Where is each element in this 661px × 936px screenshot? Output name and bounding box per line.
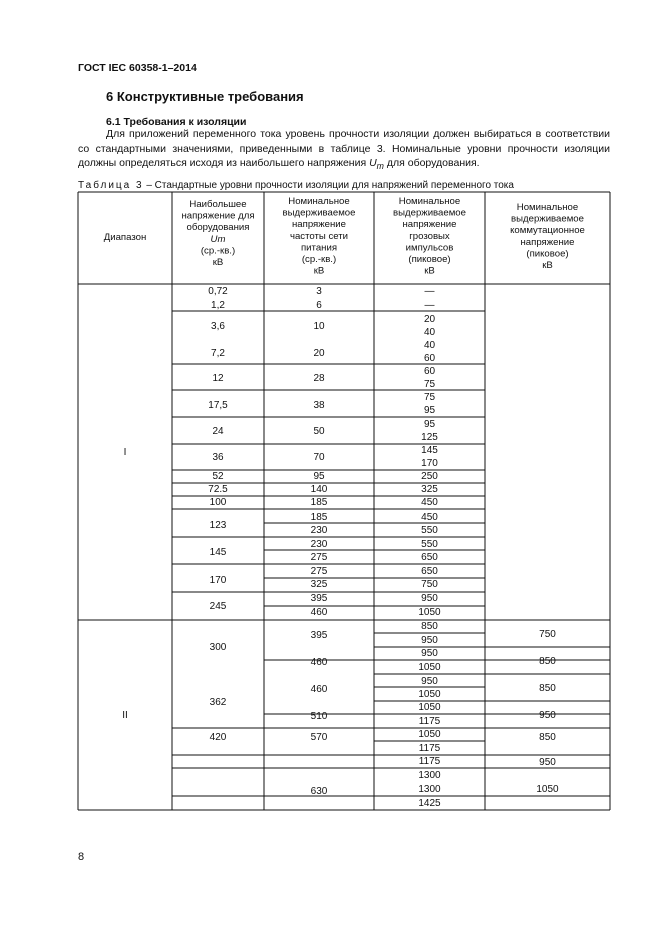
pf-value: 70 xyxy=(313,452,325,463)
um-value: 145 xyxy=(209,547,227,558)
um-value: 0,72 xyxy=(208,286,228,297)
pf-value: 460 xyxy=(310,607,328,618)
li-value: 1050 xyxy=(418,702,441,713)
um-value: 300 xyxy=(209,642,227,653)
um-value: 17,5 xyxy=(208,400,228,411)
si-value: 950 xyxy=(539,757,556,768)
li-value: 1050 xyxy=(418,729,441,740)
header-col4-line: Номинальное xyxy=(398,196,461,207)
um-value: 52 xyxy=(212,471,224,482)
pf-value: 3 xyxy=(316,286,322,297)
caption-lead: Таблица 3 xyxy=(78,180,144,191)
li-value: 1175 xyxy=(418,743,441,754)
pf-value: 185 xyxy=(310,497,328,508)
pf-value: 275 xyxy=(310,566,328,577)
um-value: 7,2 xyxy=(211,348,225,359)
section-title: 6 Конструктивные требования xyxy=(106,89,304,104)
li-value: 950 xyxy=(421,648,438,659)
header-col5-line: Номинальное xyxy=(516,202,579,213)
si-value: 950 xyxy=(539,710,556,721)
li-value: 950 xyxy=(421,635,438,646)
li-value: 95 xyxy=(423,419,436,430)
li-value: 1050 xyxy=(418,662,441,673)
um-value: 362 xyxy=(209,697,227,708)
header-col2-line: (ср.-кв.) xyxy=(200,245,236,257)
li-value: 170 xyxy=(421,458,438,469)
header-col5-line: кВ xyxy=(542,260,553,271)
pf-value: 20 xyxy=(313,348,325,359)
document-id: ГОСТ IEC 60358-1–2014 xyxy=(78,62,197,74)
si-value: 850 xyxy=(539,656,556,667)
pf-value: 275 xyxy=(310,552,328,563)
li-value: 40 xyxy=(423,327,436,338)
si-value: 1050 xyxy=(536,784,559,795)
pf-value: 630 xyxy=(310,786,328,797)
li-value: 950 xyxy=(421,676,438,687)
header-col5-line: напряжение xyxy=(520,236,575,248)
header-col3-line: (ср.-кв.) xyxy=(301,254,337,265)
li-value: — xyxy=(424,286,435,297)
pf-value: 395 xyxy=(310,630,328,641)
um-symbol: U xyxy=(369,157,377,169)
li-value: 650 xyxy=(421,552,438,563)
li-value: 95 xyxy=(423,405,436,416)
header-col3-line: напряжение xyxy=(292,219,346,231)
li-value: 40 xyxy=(423,340,436,351)
li-value: 550 xyxy=(421,539,438,550)
pf-value: 6 xyxy=(316,300,322,311)
pf-value: 140 xyxy=(310,484,328,495)
header-col1-line: Диапазон xyxy=(103,232,147,243)
pf-value: 230 xyxy=(310,525,328,536)
li-value: 1050 xyxy=(418,689,441,700)
um-value: 12 xyxy=(212,373,224,384)
header-col4-line: напряжение xyxy=(402,219,457,231)
paragraph-text: Для приложений переменного тока уровень прочности изоляции должен выбираться в соответствии со стандартными значениями, приведенными в таблице 3. Номинальные уровни прочности изоляции должны определяться исходя из наибольшего напряжения xyxy=(78,128,610,169)
um-value: 24 xyxy=(212,426,224,437)
header-col2-line: оборудования xyxy=(186,222,250,234)
caption-text: – Стандартные уровни прочности изоляции для напряжений переменного тока xyxy=(143,180,514,191)
pf-value: 10 xyxy=(313,321,325,332)
range-label-II: II xyxy=(122,710,128,721)
um-value: 245 xyxy=(209,601,227,612)
pf-value: 38 xyxy=(313,400,325,411)
header-col3-line: питания xyxy=(300,242,338,254)
li-value: 60 xyxy=(423,366,436,377)
range-label-I: I xyxy=(123,447,127,458)
li-value: 450 xyxy=(421,497,438,508)
pf-value: 460 xyxy=(310,657,328,668)
pf-value: 230 xyxy=(310,539,328,550)
li-value: 550 xyxy=(421,525,438,536)
li-value: 450 xyxy=(421,512,438,523)
li-value: 750 xyxy=(421,579,438,590)
li-value: 1175 xyxy=(418,756,441,767)
li-value: 950 xyxy=(421,593,438,604)
li-value: 75 xyxy=(423,379,436,390)
header-col4-line: грозовых xyxy=(409,230,450,242)
um-value: 72.5 xyxy=(208,484,228,495)
li-value: 75 xyxy=(423,392,436,403)
header-col4-line: выдерживаемое xyxy=(393,207,466,219)
li-value: 125 xyxy=(421,432,438,443)
pf-value: 325 xyxy=(310,579,328,590)
header-col5-line: (пиковое) xyxy=(526,248,569,260)
header-col2-line: напряжение для xyxy=(181,210,255,222)
pf-value: 395 xyxy=(310,593,328,604)
li-value: 20 xyxy=(423,314,436,325)
pf-value: 95 xyxy=(313,471,325,482)
pf-value: 510 xyxy=(310,711,328,722)
um-subscript: m xyxy=(376,161,384,172)
li-value: — xyxy=(424,300,435,311)
header-col2-line: кВ xyxy=(212,257,224,268)
header-col4-line: (пиковое) xyxy=(408,254,451,265)
li-value: 60 xyxy=(423,353,436,364)
um-value: 420 xyxy=(209,732,227,743)
li-value: 250 xyxy=(421,471,438,482)
li-value: 145 xyxy=(421,445,438,456)
pf-value: 28 xyxy=(313,373,325,384)
um-value: 123 xyxy=(209,520,227,531)
subsection-title: 6.1 Требования к изоляции xyxy=(106,116,247,128)
header-col5-line: выдерживаемое xyxy=(511,213,584,225)
page-number: 8 xyxy=(78,851,85,863)
paragraph-text-end: для оборудования. xyxy=(383,157,480,169)
header-col2-line: Наибольшее xyxy=(189,199,247,210)
pf-value: 50 xyxy=(313,426,325,437)
um-value: 100 xyxy=(209,497,227,508)
header-col3-line: выдерживаемое xyxy=(282,207,356,219)
header-col3-line: частоты сети xyxy=(289,230,349,242)
li-value: 1425 xyxy=(418,798,441,809)
li-value: 1300 xyxy=(418,784,441,795)
header-col2-line: Um xyxy=(210,233,226,245)
header-col3-line: Номинальное xyxy=(288,196,350,207)
si-value: 850 xyxy=(539,732,556,743)
um-value: 3,6 xyxy=(211,321,225,332)
header-col5-line: коммутационное xyxy=(510,225,585,237)
um-value: 1,2 xyxy=(211,300,225,311)
li-value: 850 xyxy=(421,621,438,632)
header-col3-line: кВ xyxy=(313,265,325,277)
um-value: 36 xyxy=(212,452,224,463)
li-value: 1300 xyxy=(418,770,441,781)
header-col4-line: кВ xyxy=(424,265,435,277)
si-value: 850 xyxy=(539,683,556,694)
header-col4-line: импульсов xyxy=(405,242,454,254)
li-value: 650 xyxy=(421,566,438,577)
li-value: 325 xyxy=(421,484,438,495)
pf-value: 570 xyxy=(310,732,328,743)
si-value: 750 xyxy=(539,629,556,640)
pf-value: 460 xyxy=(310,684,328,695)
li-value: 1175 xyxy=(418,716,441,727)
um-value: 170 xyxy=(209,575,227,586)
li-value: 1050 xyxy=(418,607,441,618)
pf-value: 185 xyxy=(310,512,328,523)
